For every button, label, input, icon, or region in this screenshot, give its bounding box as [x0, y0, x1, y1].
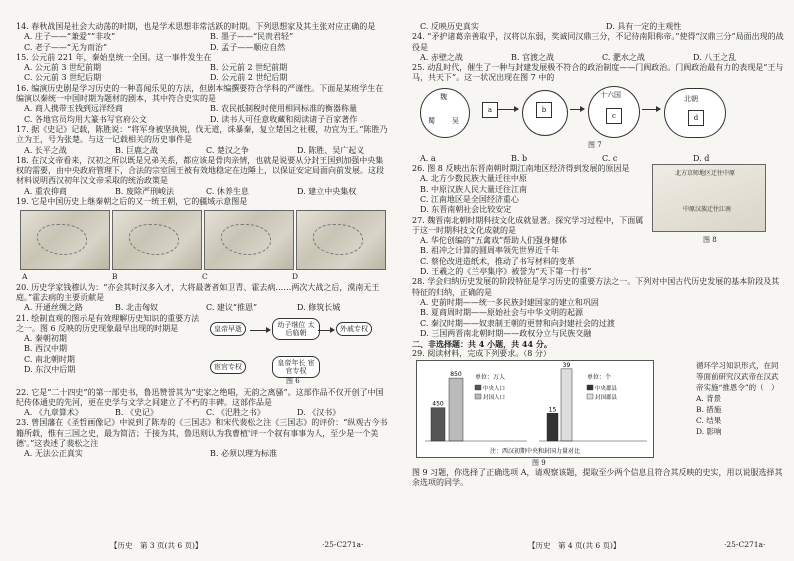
q19-map-label-c: C	[202, 272, 208, 282]
fig9-value-label-right-0: 15	[548, 405, 557, 413]
footer-left-page: 【历史 第 3 页(共 6 页)】	[110, 541, 203, 550]
q23-options-cont	[412, 22, 784, 32]
fig7-arrow-2	[570, 109, 584, 110]
q24-option-c: C. 淝水之战	[602, 52, 645, 62]
q28-option-a: A. 史前时期——统一多民族封建国家的建立和巩固	[420, 297, 599, 307]
figure-7-diagram	[412, 86, 784, 152]
q15-option-b: B. 公元前 2 世纪前期	[210, 63, 288, 73]
q18-option-c: C. 休养生息	[206, 186, 249, 196]
q17-option-a: A. 长平之战	[24, 145, 67, 155]
fig9-bar-fief-counties	[561, 369, 572, 441]
fig6-node-eunuch: 宦官专权	[210, 360, 246, 374]
q19-map-label-a: A	[22, 272, 28, 282]
q23-option-c: C. 反映历史真实	[420, 22, 479, 31]
q20-stem: 20. 历史学家钱穆认为：“亦会其时汉多入才，大将最著者如卫青、霍去病……两次大战之后，漠南无王庭。”霍去病的主要贡献是	[16, 282, 380, 302]
q23-stem: 23. 曾国藩在《圣哲画像记》中说到了陈寿的《三国志》和宋代裴松之注《三国志》的评价：“纵观古今书籍所载，惟有三国之史，最为简洁；于接为其，鲁迅则认为我曹植'评一个叙有事事为人，至少是一个美德'。”这表述了裴松之注	[16, 418, 388, 449]
q16-option-a: A. 商人携带玉钱到远洋经商	[24, 104, 123, 114]
q22-stem: 22. 它是“二十四史”的第一部史书，鲁迅赞誉其为“史家之绝唱，无韵之离骚”。这部作品不仅开创了中国纪传体通史的先河，更在史学与文学之间建立了不朽的丰碑。这部作品是	[16, 387, 384, 407]
fig9-value-label-right-1: 39	[562, 361, 571, 369]
q17-options	[16, 146, 388, 156]
q24-option-a: A. 赤壁之战	[420, 52, 463, 62]
q28-stem: 28. 学会归纳历史发展的阶段特征是学习历史的重要方法之一。下列对中国古代历史发展的基本阶段及其特征的归纳，正确的是	[412, 277, 780, 297]
q23-option-a: A. 无法公正真实	[24, 449, 83, 459]
fig7-box-b: b	[536, 102, 552, 118]
q27-option-b: B. 祖冲之计算的圆周率领先世界近千年	[420, 246, 559, 256]
q28-options	[412, 298, 784, 339]
q25-options	[412, 154, 784, 164]
fig7-arrow-1	[498, 109, 518, 110]
q27-option-c: C. 蔡伦改进造纸术，推动了书写材料的变革	[420, 256, 575, 266]
left-page	[16, 22, 388, 460]
q28-option-b: B. 夏商周时期——原始社会与中华文明的起源	[420, 308, 583, 318]
q21-option-b: B. 西汉中期	[24, 344, 67, 354]
fig9-chart-note: 注：西汉初期中央和封国力量对比	[489, 447, 581, 455]
fig7-label-sixteen-kingdoms: 十六国	[600, 90, 621, 99]
q20-option-c: C. 建议“推恩”	[206, 303, 258, 313]
q26-stem: 26. 图 8 反映出东晋南朝时期江南地区经济得到发展的原因是	[412, 164, 630, 174]
q18-option-d: D. 建立中央集权	[297, 186, 357, 196]
q14-options	[16, 32, 388, 53]
q16-option-c: C. 各地官员均用大篆书写官府公文	[24, 114, 147, 124]
right-page	[412, 22, 784, 488]
q17-option-d: D. 陈胜、吴广起义	[297, 145, 365, 155]
q29-side-option-c: C. 结果	[696, 415, 722, 425]
fig7-label-northern-dynasties: 北朝	[684, 94, 698, 103]
fig7-box-a: a	[482, 102, 498, 118]
q14-option-a: A. 庄子——“兼爱”“非攻”	[24, 32, 116, 42]
fig6-arrow-2	[318, 330, 334, 331]
fig9-legend-text-right-0: 中央郡县	[595, 385, 618, 392]
q16-stem: 16. 编演历史剧是学习历史的一种喜闻乐见的方法，但剧本编撰要符合学科的严谨性。下面是某班学生在编演以秦统一中国时期为题材的剧本，其中符合史实的是	[16, 83, 384, 104]
q29-side-box	[696, 360, 782, 437]
q26-text	[412, 164, 648, 236]
figure-8-map	[652, 164, 766, 245]
footer-left-code: ·25-C271a·	[322, 540, 364, 549]
q27-stem: 27. 魏晋南北朝时期科技文化成就显著。探究学习过程中，下面属于这一时期科技文化成就的是	[412, 215, 644, 235]
q16-option-d: D. 读书人可任意收藏和阅读诸子百家著作	[210, 114, 358, 124]
q17-stem: 17. 据《史记》记载，陈胜说：“将军身被坚执锐，伐无道，诛暴秦，复立楚国之社稷，功宜为王。”陈胜乃立为王，号为张楚。与这一记载相关的历史事件是	[16, 124, 388, 145]
fig9-bar-central-counties	[547, 413, 558, 441]
figure-9-chart	[416, 360, 654, 458]
fig7-label-wu: 吴	[452, 116, 459, 125]
q25-option-d: D. d	[693, 153, 710, 163]
q20-option-a: A. 开通丝绸之路	[24, 303, 83, 313]
q20-option-b: B. 北击匈奴	[115, 303, 158, 313]
fig6-node-eunuch-grown: 皇帝年长 宦官专权	[272, 356, 320, 378]
q24-option-d: D. 八王之乱	[693, 52, 737, 62]
fig6-node-emperor-dies: 皇帝早逝	[210, 322, 246, 336]
q19-map-strip	[20, 210, 388, 270]
q17-option-c: C. 楚汉之争	[206, 145, 249, 155]
q19-map-captions	[16, 272, 388, 282]
q21-text	[16, 314, 206, 388]
fig9-bar-central-population	[431, 407, 445, 440]
q21-option-a: A. 秦朝初期	[24, 334, 67, 344]
q29-figure-area	[412, 360, 784, 468]
fig9-value-label-left-0: 450	[432, 400, 444, 408]
q19-map-label-b: B	[112, 272, 118, 282]
fig9-unit-left: 单位：万人	[475, 373, 506, 381]
fig7-box-d: d	[688, 110, 704, 126]
figure-6-caption: 图 6	[286, 376, 300, 385]
q14-option-c: C. 老子——“无为而治”	[24, 42, 108, 52]
q29-side-option-b: B. 措施	[696, 404, 722, 414]
q15-options	[16, 63, 388, 84]
q26-option-b: B. 中原汉族人民大量迁往江南	[420, 184, 527, 194]
q15-option-a: A. 公元前 3 世纪前期	[24, 63, 102, 73]
q29-side-option-a: A. 背景	[696, 393, 722, 403]
fig7-label-shu: 蜀	[428, 116, 435, 125]
fig9-unit-right: 单位：个	[587, 373, 612, 381]
q25-option-a: A. a	[420, 153, 436, 163]
q19-stem: 19. 它是中国历史上继秦朝之后的又一统王朝，它的疆域示意图是	[16, 197, 248, 207]
fig8-map-label-south: 中原汉族迁往江南	[683, 206, 732, 214]
fig9-legend-swatch-right-1	[587, 394, 593, 399]
q14-option-b: B. 墨子——“民贵君轻”	[210, 32, 294, 42]
q15-stem: 15. 公元前 221 年，秦始皇统一全国。这一事件发生在	[16, 52, 212, 62]
figure-8-caption: 图 8	[703, 236, 717, 245]
q15-option-d: D. 公元前 2 世纪后期	[210, 73, 288, 83]
q16-option-b: B. 农民抵制税时使用相同标准的衡器称量	[210, 104, 357, 114]
q28-option-d: D. 三国两晋南北朝时期——政权分立与民族交融	[420, 328, 592, 338]
q27-option-d: D. 王羲之的《兰亭集序》被誉为“天下第一行书”	[420, 267, 592, 277]
q17-option-b: B. 巨鹿之战	[115, 145, 158, 155]
q22-option-a: A. 《九章算术》	[24, 408, 83, 418]
q19-map-a	[20, 210, 110, 270]
q18-stem: 18. 在汉文帝看来，汉初之所以既是兄弟关系，都应该是骨肉亲情，也就是说要从分封王国到加强中央集权的需要，由中央政府管理下，合法的宗室国王被有效地稳定在边陲上，以保证安定局面向前发展。这段材料说明西汉初年汉文帝采取的统治政策是	[16, 155, 384, 186]
q14-option-d: D. 孟子——顺应自然	[210, 42, 286, 52]
fig9-legend-text-left-0: 中央人口	[483, 385, 506, 392]
q26-option-d: D. 东晋南朝社会比较安定	[420, 205, 512, 215]
q19-map-label-d: D	[292, 272, 299, 282]
fig9-bar-fief-population	[449, 378, 463, 441]
figure-9-svg	[417, 361, 653, 457]
q19-map-c	[204, 210, 294, 270]
q29-task: 图 9 习题，你选择了正确选项 A，请观察该题，提取至少两个信息且符合其反映的史实，用以说服选择其余选项的同学。	[412, 467, 783, 488]
q23-option-b: B. 必须以理为标准	[210, 449, 277, 459]
q27-option-a: A. 华佗创编的“五禽戏”帮助人们强身健体	[420, 236, 568, 246]
fig8-map-label-north: 北方京师地区迁往中原	[675, 170, 736, 178]
q21-stem: 21. 绘制直观的图示是有效理解历史知识的重要方法之一。图 6 反映的历史现象最早出现的时期是	[16, 313, 200, 333]
q22-option-c: C. 《汜胜之书》	[206, 408, 265, 418]
q26-option-a: A. 北方少数民族大量迁往中原	[420, 174, 527, 184]
q24-option-b: B. 官渡之战	[511, 52, 554, 62]
q19-map-d	[296, 210, 386, 270]
q22-options	[16, 408, 388, 418]
fig9-legend-text-right-1: 封国郡县	[595, 394, 618, 401]
q29-side-option-d: D. 影响	[696, 426, 722, 436]
q15-option-c: C. 公元前 3 世纪后期	[24, 73, 102, 83]
fig9-legend-text-left-1: 封国人口	[483, 394, 506, 401]
q27-options	[412, 236, 784, 277]
q16-options	[16, 104, 388, 125]
q19-map-b	[112, 210, 202, 270]
figure-7-caption: 图 7	[588, 140, 602, 149]
fig7-box-c: c	[606, 108, 622, 124]
q25-stem: 25. 动乱时代，催生了一种与封建发展极不符合的政治制度——门阀政治。门阀政治最有力的表现是“王与马，共天下”。这一状况出现在图 7 中的	[412, 63, 784, 83]
figure-6-diagram	[206, 316, 386, 386]
fig9-legend-swatch-left-0	[475, 385, 481, 390]
q24-stem: 24. “矛护诸葛亲善取乎，汉将以东弱，奖诚同汉鼎三分，不记待南阳称帝。”使得“汉鼎三分”局面出现的战役是	[412, 32, 784, 52]
q21-option-d: D. 东汉中后期	[24, 365, 76, 375]
fig6-node-regency: 幼子继位 太后临朝	[272, 318, 320, 340]
q23-option-d: D. 具有一定的主观性	[606, 22, 682, 31]
q18-option-b: B. 废除严刑峻法	[115, 186, 174, 196]
fig7-arrow-3	[642, 109, 660, 110]
q20-options	[16, 303, 388, 313]
q18-options	[16, 187, 388, 197]
fig7-label-wei: 魏	[440, 92, 447, 101]
fig9-legend-swatch-right-0	[587, 385, 593, 390]
q22-option-b: B. 《史记》	[115, 408, 158, 418]
q20-option-d: D. 修筑长城	[297, 303, 341, 313]
q24-options	[412, 53, 784, 63]
fig6-arrow-1	[250, 330, 270, 331]
q29-stem: 29. 阅读材料，完成下列要求。（8 分）	[412, 349, 551, 359]
fig6-node-consort-clan: 外戚专权	[336, 322, 372, 336]
q21-block	[16, 314, 388, 388]
q26-option-c: C. 江南地区是全国经济重心	[420, 194, 519, 204]
q29-side-text: 循环学习知识形式，在同等面前研究汉武帝在汉武帝实施“推恩令”的（ ）	[696, 360, 779, 392]
figure-9-caption: 图 9	[532, 458, 546, 467]
q18-option-a: A. 重农抑商	[24, 186, 67, 196]
section-2-heading: 二、非选择题：共 4 小题，共 44 分。	[412, 339, 552, 350]
q25-option-b: B. b	[511, 153, 528, 163]
fig9-value-label-left-1: 850	[450, 370, 462, 378]
q25-option-c: C. c	[602, 153, 618, 163]
q28-option-c: C. 秦汉时期——奴隶制王朝的更替和向封建社会的过渡	[420, 318, 615, 328]
q22-option-d: D. 《汉书》	[297, 408, 341, 418]
footer-right-code: ·25-C271a·	[724, 540, 766, 549]
q14-stem: 14. 春秋战国是社会大动荡的时期，也是学术思想非常活跃的时期。下列思想家及其主张对应正确的是	[16, 22, 376, 31]
fig9-legend-swatch-left-1	[475, 394, 481, 399]
q21-option-c: C. 南北朝时期	[24, 354, 75, 364]
q23-options	[16, 449, 388, 459]
footer-right-page: 【历史 第 4 页(共 6 页)】	[528, 541, 621, 550]
